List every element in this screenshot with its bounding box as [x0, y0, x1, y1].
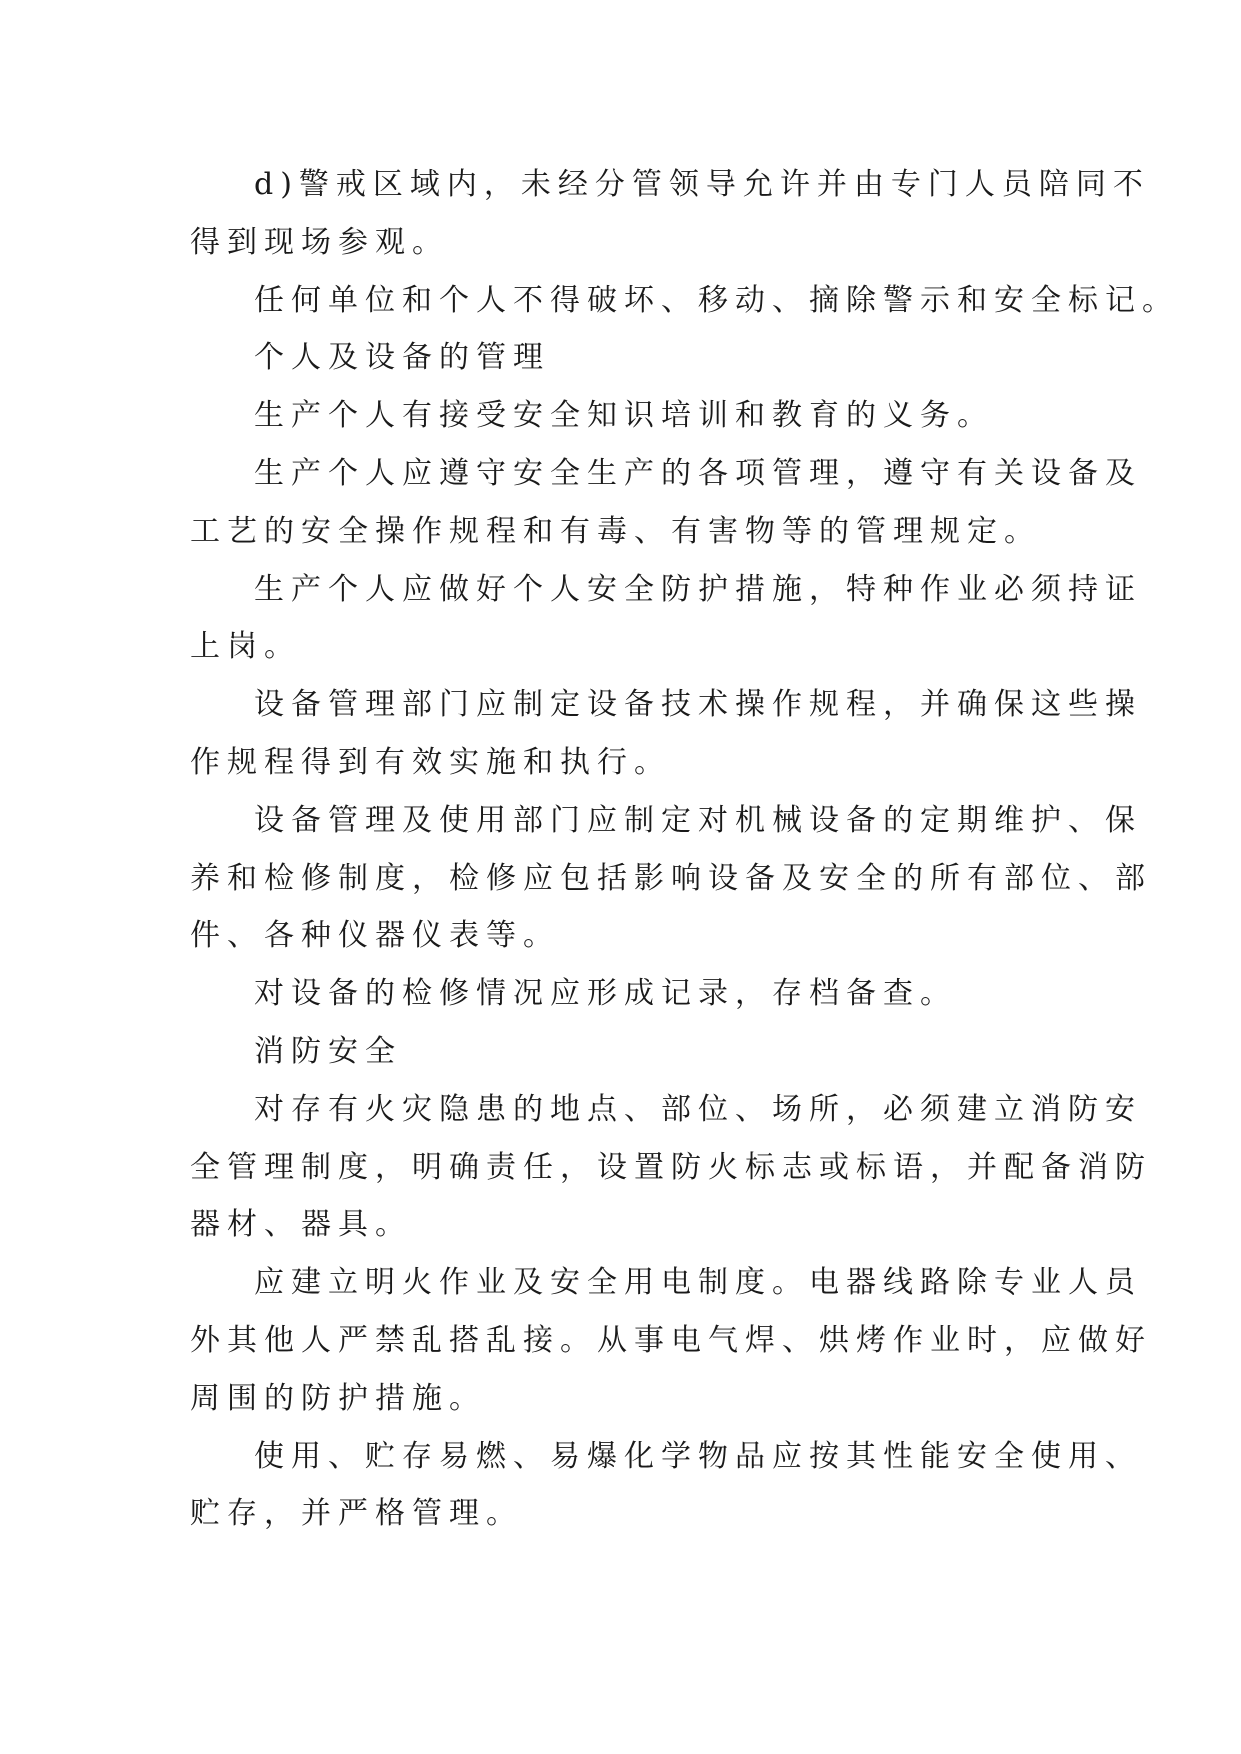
text-line: 外其他人严禁乱搭乱接。从事电气焊、烘烤作业时，应做好	[190, 1322, 1152, 1358]
text-line: d)警戒区域内，未经分管领导允许并由专门人员陪同不	[254, 167, 1150, 202]
text-line: 使用、贮存易燃、易爆化学物品应按其性能安全使用、	[254, 1438, 1142, 1474]
text-line: 周围的防护措施。	[190, 1380, 486, 1416]
text-line: 上岗。	[190, 629, 301, 665]
text-line: 全管理制度，明确责任，设置防火标志或标语，并配备消防	[190, 1149, 1152, 1185]
text-line: 生产个人有接受安全知识培训和教育的义务。	[254, 398, 994, 434]
document-body	[190, 156, 1179, 1543]
section-heading: 消防安全	[254, 1033, 402, 1069]
text-line: 工艺的安全操作规程和有毒、有害物等的管理规定。	[190, 513, 1041, 549]
text-line: 生产个人应遵守安全生产的各项管理，遵守有关设备及	[254, 455, 1142, 491]
text-line: 对设备的检修情况应形成记录，存档备查。	[254, 976, 957, 1012]
text-line: 件、各种仪器仪表等。	[190, 918, 560, 954]
text-line: 设备管理部门应制定设备技术操作规程，并确保这些操	[254, 687, 1142, 723]
section-heading: 个人及设备的管理	[254, 340, 550, 376]
text-line: 得到现场参观。	[190, 224, 449, 260]
text-line: 器材、器具。	[190, 1207, 412, 1243]
text-line: 任何单位和个人不得破坏、移动、摘除警示和安全标记。	[254, 282, 1179, 318]
text-line: 贮存，并严格管理。	[190, 1496, 523, 1532]
text-line: 生产个人应做好个人安全防护措施，特种作业必须持证	[254, 571, 1142, 607]
text-line: 作规程得到有效实施和执行。	[190, 744, 671, 780]
text-line: 养和检修制度，检修应包括影响设备及安全的所有部位、部	[190, 860, 1152, 896]
text-line: 对存有火灾隐患的地点、部位、场所，必须建立消防安	[254, 1091, 1142, 1127]
text-line: 设备管理及使用部门应制定对机械设备的定期维护、保	[254, 802, 1142, 838]
text-line: 应建立明火作业及安全用电制度。电器线路除专业人员	[254, 1265, 1142, 1301]
